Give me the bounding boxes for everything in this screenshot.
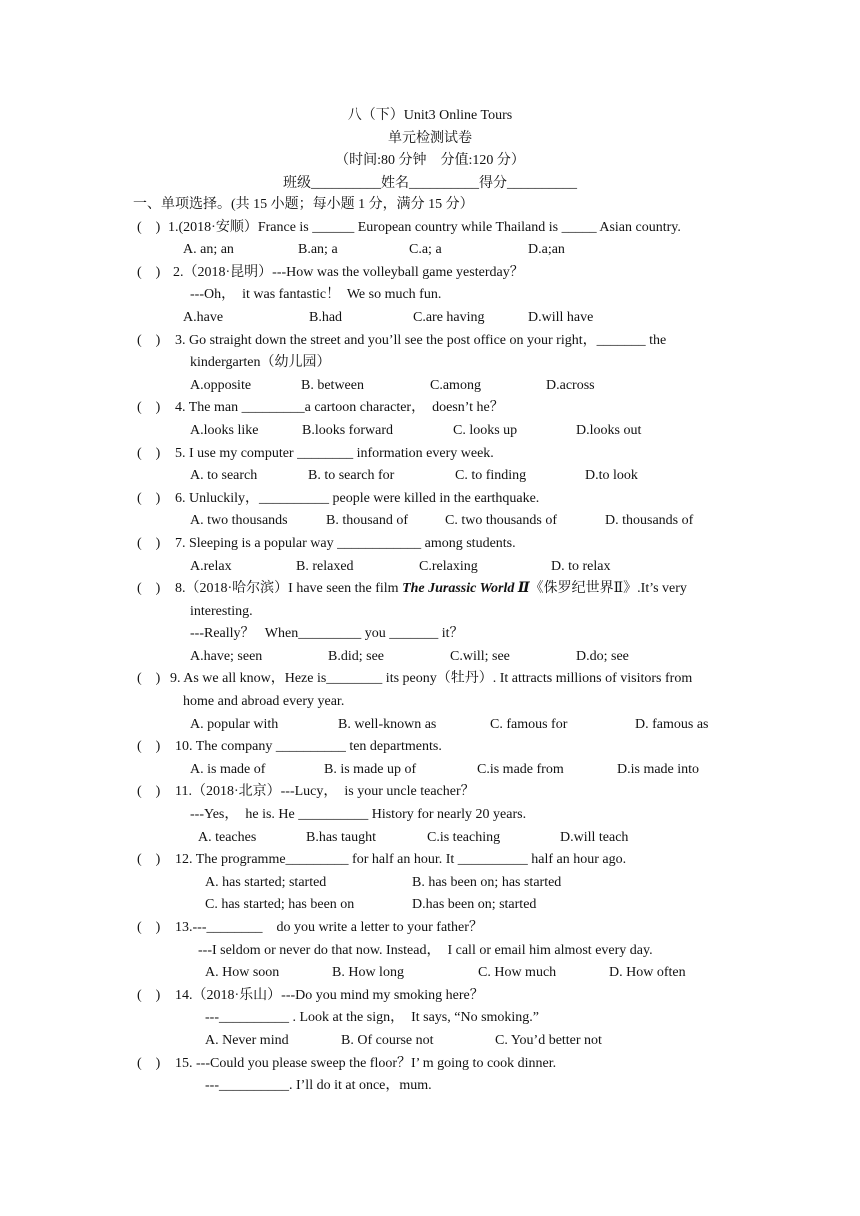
option-d[interactable]: D.across <box>546 377 595 393</box>
exam-title: 八（下）Unit3 Online Tours <box>347 108 513 123</box>
question-14 <box>0 985 860 1008</box>
question-3 <box>0 330 860 353</box>
answer-blank[interactable]: ( ) <box>137 400 161 416</box>
option-b[interactable]: B. How long <box>332 965 404 981</box>
option-c[interactable]: C. How much <box>478 965 557 981</box>
question-line <box>0 284 860 307</box>
question-8 <box>0 578 860 601</box>
options-row <box>0 827 860 850</box>
options-row <box>0 556 860 579</box>
option-a[interactable]: A. popular with <box>190 716 279 732</box>
option-a[interactable]: A. an; an <box>183 242 234 258</box>
option-c[interactable]: C.will; see <box>450 648 510 664</box>
option-c[interactable]: C. two thousands of <box>445 513 557 529</box>
options-row <box>0 894 860 917</box>
question-text: 3. Go straight down the street and you’ll see the post office on your right，_______ the <box>175 332 667 348</box>
option-a[interactable]: A.opposite <box>190 377 252 393</box>
question-text: ---Oh， it was fantastic！ We so much fun. <box>190 287 442 303</box>
question-4 <box>0 397 860 420</box>
option-c[interactable]: C. has started; has been on <box>205 897 355 913</box>
answer-blank[interactable]: ( ) <box>137 920 161 935</box>
option-d[interactable]: D.is made into <box>617 761 700 777</box>
option-a[interactable]: A. Never mind <box>205 1032 289 1048</box>
option-d[interactable]: D.do; see <box>576 648 629 664</box>
question-line <box>0 1007 860 1030</box>
question-line <box>0 804 860 827</box>
exam-header <box>0 105 860 195</box>
question-line <box>0 1075 860 1098</box>
question-line <box>0 940 860 963</box>
film-title: The Jurassic World Ⅱ <box>402 581 530 597</box>
option-a[interactable]: A. How soon <box>205 965 280 981</box>
question-text: 10. The company __________ ten departments. <box>175 739 442 755</box>
answer-blank[interactable]: ( ) <box>137 739 161 755</box>
option-a[interactable]: A. teaches <box>198 829 257 845</box>
options-row <box>0 307 860 330</box>
option-c[interactable]: C. famous for <box>490 716 568 732</box>
question-5 <box>0 443 860 466</box>
option-b[interactable]: B. has been on; has started <box>412 874 562 890</box>
option-a[interactable]: A. to search <box>190 468 258 484</box>
question-text: ---I seldom or never do that now. Instead， I call or email him almost every day. <box>198 942 653 958</box>
answer-blank[interactable]: ( ) <box>137 264 161 280</box>
options-row <box>0 872 860 895</box>
student-info-fields: 班级__________姓名__________得分__________ <box>283 175 577 191</box>
question-text: ---__________. I’ll do it at once，mum. <box>205 1078 432 1094</box>
question-line <box>0 691 860 714</box>
option-b[interactable]: B.did; see <box>328 648 384 664</box>
question-6 <box>0 488 860 511</box>
question-13 <box>0 917 860 940</box>
options-row <box>0 510 860 533</box>
option-c[interactable]: C. You’d better not <box>495 1032 602 1048</box>
option-c[interactable]: C.a; a <box>409 242 442 258</box>
options-row <box>0 962 860 985</box>
question-text: 9. As we all know，Heze is________ its peony（牡丹）. It attracts millions of visitors from <box>170 671 693 687</box>
answer-blank[interactable]: ( ) <box>137 784 161 800</box>
question-text: 15. ---Could you please sweep the floor？I’ m going to cook dinner. <box>175 1055 557 1071</box>
option-b[interactable]: B. is made up of <box>324 761 417 777</box>
option-c[interactable]: C.is teaching <box>427 829 501 845</box>
option-d[interactable]: D. How often <box>609 965 686 981</box>
option-a[interactable]: A.looks like <box>190 422 259 438</box>
question-text: ---Yes， he is. He __________ History for nearly 20 years. <box>190 807 527 823</box>
question-text: 11.（2018·北京）---Lucy， is your uncle teacher？ <box>175 784 475 800</box>
question-12 <box>0 849 860 872</box>
option-c[interactable]: C.among <box>430 377 481 393</box>
question-text: 4. The man _________a cartoon character， doesn’t he？ <box>175 400 504 416</box>
option-a[interactable]: A.have; seen <box>190 648 263 664</box>
option-d[interactable]: D. famous as <box>635 716 709 732</box>
option-b[interactable]: B.looks forward <box>302 422 393 438</box>
option-d[interactable]: D. to relax <box>551 558 611 574</box>
option-b[interactable]: B. well-known as <box>338 716 437 732</box>
option-d[interactable]: D. thousands of <box>605 513 694 529</box>
question-line <box>0 352 860 375</box>
options-row <box>0 420 860 443</box>
answer-blank[interactable]: ( ) <box>137 852 161 868</box>
options-row <box>0 375 860 398</box>
options-row <box>0 714 860 737</box>
question-text: 2.（2018·昆明）---How was the volleyball game yesterday？ <box>173 264 524 280</box>
option-c[interactable]: C.relaxing <box>419 558 478 574</box>
option-d[interactable]: D.will teach <box>560 829 629 845</box>
question-7 <box>0 533 860 556</box>
question-text: ---Really？ When_________ you _______ it？ <box>190 626 464 642</box>
option-d[interactable]: D.has been on; started <box>412 897 537 913</box>
question-2 <box>0 262 860 285</box>
option-d[interactable]: D.looks out <box>576 422 642 438</box>
question-text: interesting. <box>190 603 253 619</box>
option-b[interactable]: B. Of course not <box>341 1032 434 1048</box>
question-text: 6. Unluckily，__________ people were killed in the earthquake. <box>175 490 540 506</box>
option-a[interactable]: A. two thousands <box>190 513 288 529</box>
answer-blank[interactable]: ( ) <box>137 671 161 687</box>
option-a[interactable]: A. is made of <box>190 761 266 777</box>
question-text-rich <box>175 578 687 601</box>
question-9 <box>0 668 860 691</box>
option-b[interactable]: B. to search for <box>308 468 395 484</box>
exam-content <box>0 194 860 1098</box>
question-text: home and abroad every year. <box>183 694 345 710</box>
option-b[interactable]: B. between <box>301 377 364 393</box>
option-a[interactable]: A.relax <box>190 558 232 574</box>
question-text: kindergarten（幼儿园） <box>190 355 331 371</box>
question-10 <box>0 736 860 759</box>
option-b[interactable]: B.had <box>309 309 343 325</box>
question-text: 7. Sleeping is a popular way ____________ among students. <box>175 535 516 551</box>
exam-subtitle: 单元检测试卷 <box>388 130 472 146</box>
answer-blank[interactable]: ( ) <box>137 490 161 506</box>
option-b[interactable]: B.an; a <box>298 242 338 258</box>
question-text: ---__________ . Look at the sign， It says, “No smoking.” <box>205 1010 540 1026</box>
question-text: 12. The programme_________ for half an hour. It __________ half an hour ago. <box>175 852 627 868</box>
question-line <box>0 601 860 624</box>
answer-blank[interactable]: ( ) <box>137 1055 161 1071</box>
answer-blank[interactable]: ( ) <box>137 987 161 1003</box>
options-row <box>0 465 860 488</box>
option-c[interactable]: C. looks up <box>453 422 518 438</box>
answer-blank[interactable]: ( ) <box>137 219 161 235</box>
question-text: 1.(2018·安顺）France is ______ European country while Thailand is _____ Asian country. <box>168 219 681 235</box>
question-15 <box>0 1053 860 1076</box>
option-d[interactable]: D.will have <box>528 309 594 325</box>
option-b[interactable]: B. thousand of <box>326 513 409 529</box>
question-text: 14.（2018·乐山）---Do you mind my smoking here？ <box>175 987 484 1003</box>
answer-blank[interactable]: ( ) <box>137 581 161 597</box>
answer-blank[interactable]: ( ) <box>137 332 161 348</box>
option-d[interactable]: D.to look <box>585 468 638 484</box>
option-b[interactable]: B. relaxed <box>296 558 354 574</box>
option-b[interactable]: B.has taught <box>306 829 376 845</box>
exam-time-score: （时间:80 分钟 分值:120 分） <box>335 153 525 169</box>
answer-blank[interactable]: ( ) <box>137 535 161 551</box>
question-11 <box>0 781 860 804</box>
option-c[interactable]: C. to finding <box>455 468 527 484</box>
question-line <box>0 623 860 646</box>
option-a[interactable]: A. has started; started <box>205 874 327 890</box>
question-text: 13.---________ do you write a letter to your father？ <box>175 920 483 935</box>
question-text: 5. I use my computer ________ information every week. <box>175 445 494 461</box>
option-c[interactable]: C.are having <box>413 309 485 325</box>
question-text: 《侏罗纪世界Ⅱ》.It’s very <box>529 581 687 597</box>
options-row <box>0 1030 860 1053</box>
question-text: 8.（2018·哈尔滨）I have seen the film <box>175 581 403 597</box>
options-row <box>0 239 860 262</box>
question-1 <box>0 217 860 240</box>
option-c[interactable]: C.is made from <box>477 761 564 777</box>
option-a[interactable]: A.have <box>183 309 224 325</box>
answer-blank[interactable]: ( ) <box>137 445 161 461</box>
option-d[interactable]: D.a;an <box>528 242 565 258</box>
options-row <box>0 646 860 669</box>
section-title: 一、单项选择。(共 15 小题；每小题 1 分，满分 15 分） <box>133 197 474 212</box>
options-row <box>0 759 860 782</box>
